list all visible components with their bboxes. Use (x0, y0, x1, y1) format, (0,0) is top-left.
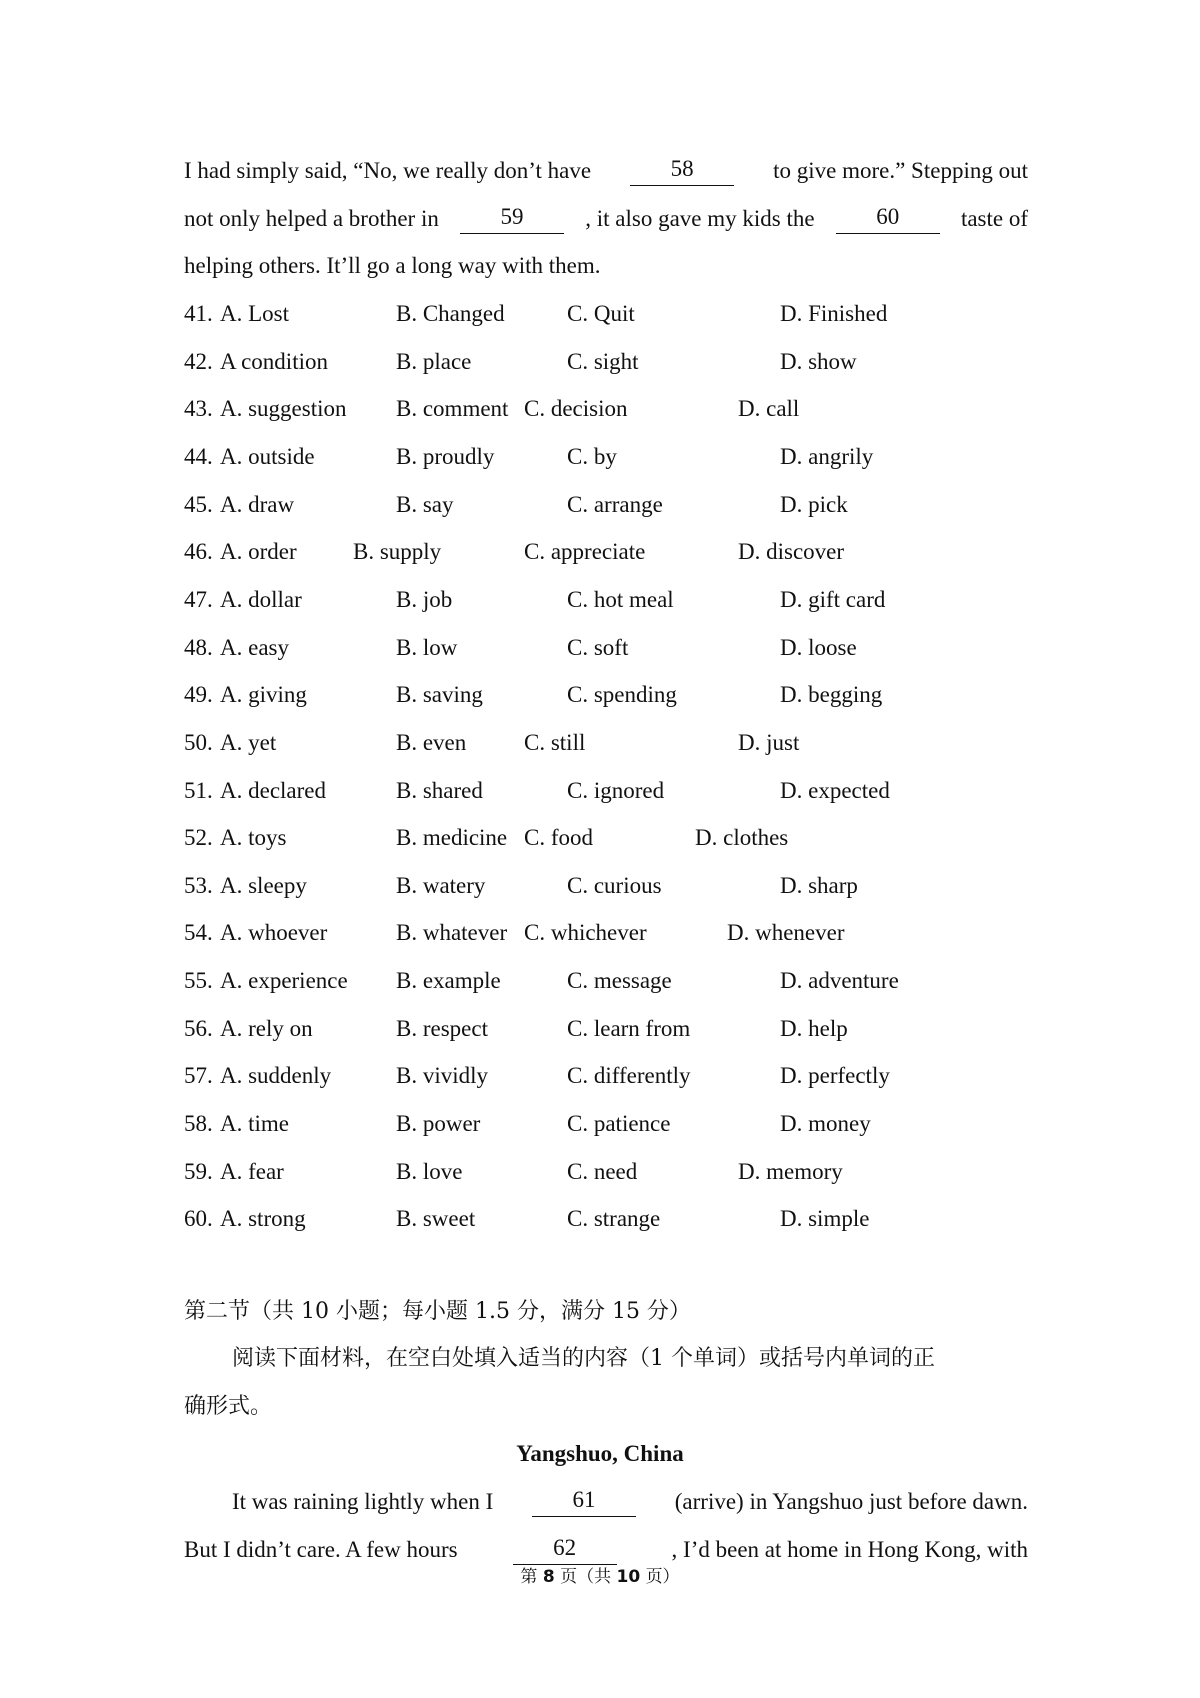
passage2-line-1 (232, 1487, 1028, 1517)
instructions-line-2: 确形式。 (184, 1394, 273, 1419)
option-b: B. comment (396, 396, 509, 422)
question-number: 56. (184, 1015, 213, 1041)
option-c: C. by (567, 443, 617, 469)
option-d: D. money (780, 1111, 871, 1137)
option-a: A. whoever (220, 920, 328, 946)
footer-text: 页（共 (560, 1567, 612, 1587)
option-b: B. low (396, 634, 458, 660)
option-a: A. experience (220, 968, 348, 994)
option-c: C. soft (567, 634, 629, 660)
question-number: 42. (184, 348, 213, 374)
option-c: C. ignored (567, 777, 665, 803)
question-number: 55. (184, 968, 213, 994)
option-d: D. pick (780, 491, 848, 517)
footer-text: 页） (645, 1567, 680, 1587)
question-number: 44. (184, 443, 213, 469)
option-b: B. respect (396, 1015, 488, 1041)
option-a: A. time (220, 1111, 289, 1137)
option-a: A. suddenly (220, 1063, 332, 1089)
footer-text: 第 (520, 1567, 538, 1587)
page-footer (0, 1562, 1200, 1587)
blank-58: 58 (630, 156, 734, 186)
option-d: D. Finished (780, 301, 888, 326)
option-b: B. vividly (396, 1063, 489, 1089)
option-d: D. help (780, 1015, 848, 1041)
option-d: D. expected (780, 777, 890, 803)
passage-line-3: helping others. It’ll go a long way with them. (184, 253, 601, 278)
option-d: D. show (780, 348, 857, 374)
option-a: A. Lost (220, 301, 289, 326)
question-number: 49. (184, 682, 213, 708)
option-d: D. angrily (780, 443, 874, 469)
option-d: D. gift card (780, 586, 886, 612)
passage-text: I had simply said, “No, we really don’t have (184, 158, 592, 183)
option-b: B. whatever (396, 920, 508, 946)
page-number: 8 (542, 1567, 555, 1587)
option-a: A. draw (220, 491, 295, 517)
option-b: B. medicine (396, 825, 508, 851)
option-b: B. supply (353, 539, 442, 565)
blank-59: 59 (460, 204, 564, 234)
option-d: D. sharp (780, 872, 858, 898)
option-a: A. sleepy (220, 872, 307, 898)
option-b: B. even (396, 729, 467, 755)
question-number: 60. (184, 1206, 213, 1232)
option-c: C. food (524, 825, 593, 851)
option-a: A. declared (220, 777, 326, 803)
question-number: 52. (184, 825, 213, 851)
option-a: A. easy (220, 634, 289, 660)
option-c: C. decision (524, 396, 628, 422)
option-c: C. whichever (524, 920, 647, 946)
option-d: D. clothes (695, 825, 789, 851)
question-number: 53. (184, 872, 213, 898)
question-number: 58. (184, 1111, 213, 1137)
option-c: C. arrange (567, 491, 663, 517)
option-c: C. learn from (567, 1015, 691, 1041)
option-c: C. curious (567, 872, 662, 898)
section-heading: 第二节（共 10 小题；每小题 1.5 分，满分 15 分） (184, 1299, 691, 1324)
option-d: D. begging (780, 682, 883, 708)
option-c: C. message (567, 968, 672, 994)
option-b: B. place (396, 348, 472, 374)
passage-text: But I didn’t care. A few hours (184, 1537, 458, 1562)
option-b: B. love (396, 1158, 463, 1184)
option-c: C. strange (567, 1206, 661, 1232)
option-b: B. watery (396, 872, 486, 898)
passage-text: (arrive) in Yangshuo just before dawn. (674, 1489, 1028, 1514)
option-d: D. call (738, 396, 800, 422)
option-d: D. whenever (727, 920, 845, 946)
option-c: C. patience (567, 1111, 671, 1137)
option-a: A. suggestion (220, 396, 347, 422)
option-b: B. job (396, 586, 453, 612)
option-a: A. giving (220, 682, 307, 708)
option-a: A. yet (220, 729, 277, 755)
option-a: A. outside (220, 443, 315, 469)
passage2-line-2 (184, 1535, 1028, 1565)
blank-61: 61 (532, 1487, 636, 1517)
option-b: B. say (396, 491, 454, 517)
option-b: B. Changed (396, 301, 505, 326)
option-a: A condition (220, 348, 328, 374)
passage-line-1 (184, 156, 1028, 186)
option-a: A. toys (220, 825, 287, 851)
question-number: 46. (184, 539, 213, 565)
option-c: C. sight (567, 348, 639, 374)
passage-text: to give more.” Stepping out (773, 158, 1028, 183)
option-b: B. proudly (396, 443, 495, 469)
instructions-line-1: 阅读下面材料，在空白处填入适当的内容（1 个单词）或括号内单词的正 (232, 1346, 935, 1371)
question-number: 59. (184, 1158, 213, 1184)
option-d: D. perfectly (780, 1063, 890, 1089)
option-d: D. just (738, 729, 800, 755)
question-number: 54. (184, 920, 213, 946)
option-c: C. appreciate (524, 539, 646, 565)
option-d: D. simple (780, 1206, 870, 1232)
option-b: B. example (396, 968, 501, 994)
option-c: C. differently (567, 1063, 691, 1089)
option-d: D. adventure (780, 968, 899, 994)
question-number: 43. (184, 396, 213, 422)
option-a: A. order (220, 539, 297, 565)
question-number: 48. (184, 634, 213, 660)
passage-title: Yangshuo, China (516, 1441, 684, 1466)
option-d: D. memory (738, 1158, 843, 1184)
passage-text: not only helped a brother in (184, 206, 439, 231)
option-a: A. dollar (220, 586, 302, 612)
question-number: 41. (184, 301, 213, 326)
passage-text: , I’d been at home in Hong Kong, with (671, 1537, 1028, 1562)
question-number: 57. (184, 1063, 213, 1089)
option-c: C. Quit (567, 301, 635, 326)
option-d: D. discover (738, 539, 845, 565)
option-c: C. hot meal (567, 586, 674, 612)
option-c: C. still (524, 729, 586, 755)
question-number: 50. (184, 729, 213, 755)
option-b: B. power (396, 1111, 481, 1137)
option-b: B. shared (396, 777, 483, 803)
passage-text: taste of (960, 206, 1028, 231)
passage-text: It was raining lightly when I (232, 1489, 494, 1514)
option-c: C. spending (567, 682, 677, 708)
option-a: A. strong (220, 1206, 306, 1232)
passage-text: , it also gave my kids the (585, 206, 815, 231)
passage-line-2 (184, 204, 1028, 234)
blank-60: 60 (836, 204, 940, 234)
question-number: 51. (184, 777, 213, 803)
blank-62: 62 (513, 1535, 617, 1565)
page-total: 10 (616, 1567, 641, 1587)
question-number: 45. (184, 491, 213, 517)
option-d: D. loose (780, 634, 857, 660)
option-b: B. saving (396, 682, 483, 708)
option-c: C. need (567, 1158, 638, 1184)
option-a: A. fear (220, 1158, 284, 1184)
question-number: 47. (184, 586, 213, 612)
option-a: A. rely on (220, 1015, 313, 1041)
option-b: B. sweet (396, 1206, 476, 1232)
